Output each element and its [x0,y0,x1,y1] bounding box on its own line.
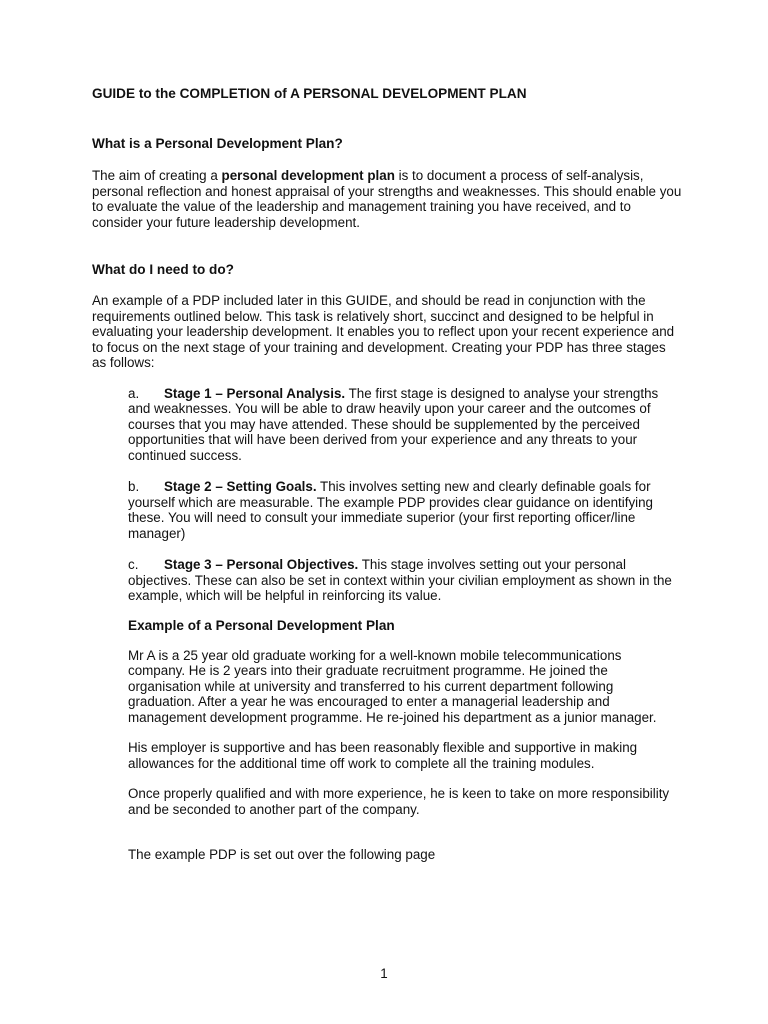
section2-heading: What do I need to do? [92,262,234,277]
example-paragraph-1: Mr A is a 25 year old graduate working for a well-known mobile telecommunications company. He is 2 years into their graduate recruitment programme. He joined the organisation while at university and transferred to his current department following graduation. After a year he was encouraged to enter a managerial leadership and management development programme. He re-joined his department as a junior manager. [128,647,657,725]
stage-b: b. Stage 2 – Setting Goals. This involves setting new and clearly definable goals for yourself which are measurable. The example PDP provides clear guidance on identifying these. You will need to consult your immediate superior (your first reporting officer/line manager) [128,479,654,541]
example-paragraph-3: Once properly qualified and with more experience, he is keen to take on more responsibility and be seconded to another part of the company. [128,786,670,817]
example-paragraph-4: The example PDP is set out over the following page [128,847,436,862]
document-title: GUIDE to the COMPLETION of A PERSONAL DEVELOPMENT PLAN [92,86,527,101]
example-paragraph-2: His employer is supportive and has been reasonably flexible and supportive in making allowances for the additional time off work to complete all the training modules. [128,740,638,771]
section2-intro: An example of a PDP included later in this GUIDE, and should be read in conjunction with the requirements outlined below. This task is relatively short, succinct and designed to be helpful in evaluating your leadership development. It enables you to reflect upon your recent experience and to focus on the next stage of your training and development. Creating your PDP has three stages as follows: [92,293,675,370]
stage-a: a. Stage 1 – Personal Analysis. The first stage is designed to analyse your strengths and weaknesses. You will be able to draw heavily upon your career and the outcomes of courses that you may have attended. These should be supplemented by the perceived opportunities that will have been derived from your experience and any threats to your continued success. [128,385,659,463]
page-number: 1 [380,966,388,981]
document-page [92,86,682,863]
section3-heading: Example of a Personal Development Plan [128,617,395,633]
stage-c: c. Stage 3 – Personal Objectives. This stage involves setting out your personal objectives. These can also be set in context within your civilian employment as shown in the example, which will be helpful in reinforcing its value. [128,557,672,603]
example-section [128,618,682,863]
section1-paragraph: The aim of creating a personal development plan is to document a process of self-analysis, personal reflection and honest appraisal of your strengths and weaknesses. This should enable you to evaluate the value of the leadership and management training you have received, and to consider your future leadership development. [92,168,682,230]
section1-heading: What is a Personal Development Plan? [92,136,343,151]
